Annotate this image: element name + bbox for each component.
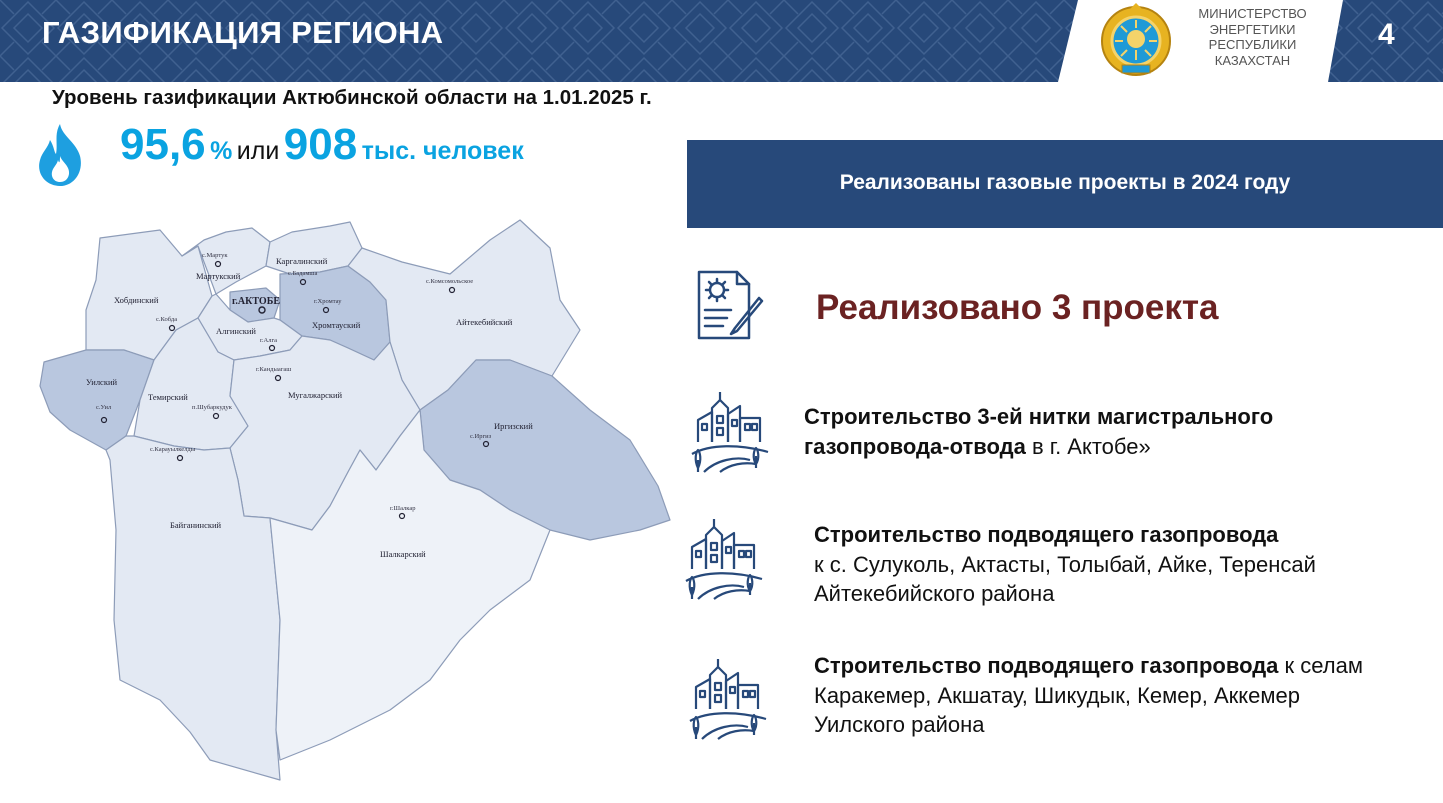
page-title: ГАЗИФИКАЦИЯ РЕГИОНА: [42, 15, 444, 50]
town-label: г.Кандыагаш: [256, 366, 292, 373]
gas-flame-icon: [32, 122, 88, 188]
banner-title: Реализованы газовые проекты в 2024 году: [839, 171, 1291, 194]
town-label: с.Карауылкелды: [150, 446, 196, 453]
projects-count: Реализовано 3 проекта: [816, 288, 1219, 327]
project-description: к с. Сулуколь, Актасты, Толыбай, Айке, Теренсай: [814, 551, 1316, 577]
district-label: Иргизский: [494, 421, 533, 431]
projects-banner: [687, 140, 1443, 228]
district-label: Хромтауский: [312, 320, 361, 330]
percent-value: 95,6: [120, 120, 206, 169]
town-label: г.Алга: [260, 337, 278, 344]
project-item-2: [814, 520, 1316, 609]
town-label: с.Мартук: [202, 252, 228, 259]
town-buildings-icon: [688, 657, 768, 741]
ministry-line: РЕСПУБЛИКИ: [1208, 37, 1297, 52]
stats-connector: или: [236, 137, 280, 165]
district-label: Темирский: [148, 392, 188, 402]
district-label: Байганинский: [170, 520, 222, 530]
town-label: г.Шалкар: [390, 505, 416, 512]
ministry-line: КАЗАХСТАН: [1214, 52, 1291, 68]
project-description: Айтекебийского района: [814, 581, 1055, 606]
project-title: Строительство подводящего газопровода: [814, 653, 1279, 678]
document-gear-pen-icon: [693, 268, 765, 342]
town-label: с.Комсомольское: [426, 278, 474, 285]
ministry-line: МИНИСТЕРСТВО: [1198, 6, 1307, 21]
district-label: Мартукский: [196, 271, 241, 281]
project-description: Уилского района: [814, 712, 985, 737]
ministry-name: [1185, 6, 1320, 68]
town-label: с.Иргиз: [470, 433, 492, 440]
town-label: п.Шубаркудук: [192, 404, 232, 411]
district-label: г.АКТОБЕ: [232, 296, 280, 307]
slide-number: 4: [1378, 18, 1395, 51]
kazakhstan-emblem-icon: [1100, 3, 1172, 79]
percent-unit: %: [210, 137, 233, 165]
town-label: г.Хромтау: [314, 298, 342, 305]
town-label: с.Бадамша: [288, 270, 318, 277]
district-label: Айтекебийский: [456, 317, 513, 327]
district-label: Алгинский: [216, 326, 256, 336]
people-value: 908: [283, 120, 358, 169]
town-buildings-icon: [690, 390, 770, 474]
ministry-line: ЭНЕРГЕТИКИ: [1209, 21, 1296, 37]
project-description: Каракемер, Акшатау, Шикудык, Кемер, Аккемер: [814, 682, 1300, 708]
subtitle: Уровень газификации Актюбинской области на 1.01.2025 г.: [52, 86, 652, 109]
region-map: [30, 200, 680, 800]
district-label: Шалкарский: [380, 549, 426, 559]
town-label: с.Уил: [96, 404, 112, 411]
district-label: Хобдинский: [114, 295, 159, 305]
header-bar: [0, 0, 1443, 82]
district-label: Каргалинский: [276, 256, 328, 266]
project-item-3: [814, 651, 1363, 740]
town-label: с.Кобда: [156, 316, 178, 323]
gasification-stats: [120, 120, 524, 176]
district-label: Мугалжарский: [288, 390, 343, 400]
project-description: к селам: [1278, 653, 1363, 678]
project-item-1: [804, 402, 1273, 461]
project-title: Строительство подводящего газопровода: [814, 522, 1279, 547]
project-description: в г. Актобе»: [1025, 433, 1151, 459]
project-title: Строительство 3-ей нитки магистрального: [804, 404, 1274, 429]
district-label: Уилский: [86, 377, 118, 387]
project-title: газопровода-отвода: [804, 433, 1026, 459]
people-unit: тыс. человек: [361, 137, 524, 165]
town-buildings-icon: [684, 517, 764, 601]
